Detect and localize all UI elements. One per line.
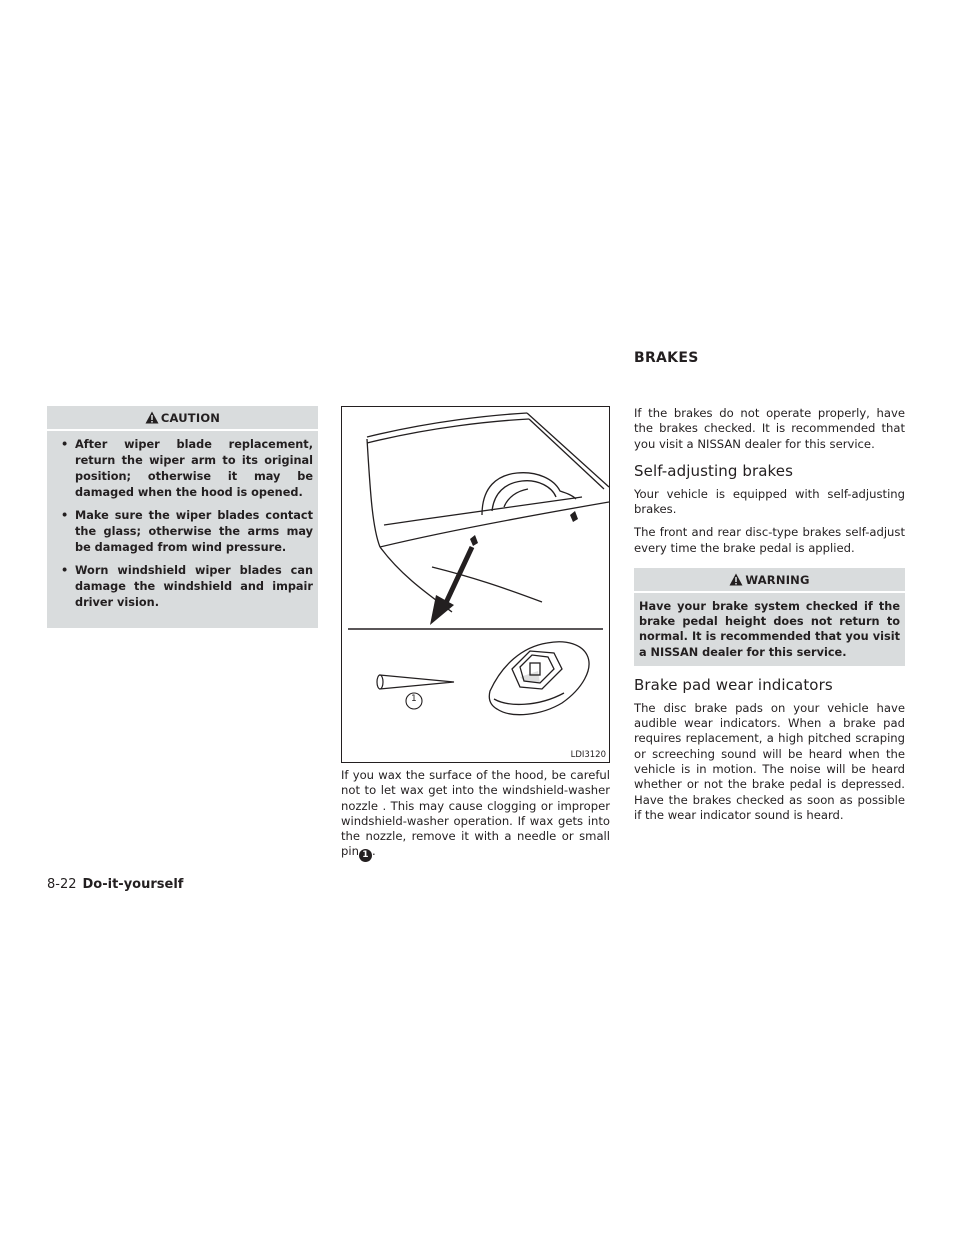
wax-paragraph-block <box>341 768 610 862</box>
figure-code: LDI3120 <box>570 750 606 760</box>
pad-wear-heading: Brake pad wear indicators <box>634 675 833 694</box>
callout-number: 1 <box>411 694 417 704</box>
caution-box <box>47 406 318 628</box>
hood-nozzle-illustration <box>342 407 609 762</box>
warning-box <box>634 568 905 666</box>
pad-wear-text: The disc brake pads on your vehicle have audible wear indicators. When a brake pad requires replacement, a high pitched scraping or screeching sound will be heard when the vehicle is in motion. The noise will be heard whether or not the brake pedal is depressed. Have the brakes checked as soon as possible if the wear indicator sound is heard. <box>634 700 905 822</box>
caution-item: • Worn windshield wiper blades can damage the windshield and impair driver vision. <box>61 563 313 611</box>
hood-nozzle-figure <box>341 406 610 763</box>
self-adjusting-p2: The front and rear disc-type brakes self-adjust every time the brake pedal is applied. <box>634 525 905 555</box>
caution-list <box>47 437 318 611</box>
chapter-title: Do-it-yourself <box>82 877 184 892</box>
callout-badge: 1 <box>359 849 372 862</box>
page-footer <box>47 877 183 892</box>
warning-triangle-icon <box>145 411 159 424</box>
caution-header <box>47 406 318 431</box>
wax-paragraph-end: . <box>371 844 376 859</box>
warning-title: WARNING <box>745 573 810 588</box>
caution-item: • After wiper blade replacement, return the wiper arm to its original position; otherwise it may be damaged when the hood is opened. <box>61 437 313 501</box>
warning-header <box>634 568 905 593</box>
brakes-column <box>634 406 905 823</box>
brakes-intro: If the brakes do not operate properly, have the brakes checked. It is recommended that you visit a NISSAN dealer for this service. <box>634 406 905 451</box>
wax-paragraph-text: If you wax the surface of the hood, be careful not to let wax get into the windshield-washer nozzle . This may cause clogging or improper windshield-washer operation. If wax gets into the nozzle, remove it with a needle or small pin <box>341 768 610 859</box>
caution-title: CAUTION <box>160 411 221 425</box>
self-adjusting-heading: Self-adjusting brakes <box>634 461 794 480</box>
wax-paragraph <box>341 768 610 862</box>
self-adjusting-p1: Your vehicle is equipped with self-adjusting brakes. <box>634 486 905 517</box>
section-title: BRAKES <box>634 350 699 366</box>
warning-triangle-icon <box>729 573 743 586</box>
caution-item: • Make sure the wiper blades contact the glass; otherwise the arms may be damaged from wind pressure. <box>61 508 313 556</box>
page-number: 8-22 <box>47 877 77 892</box>
warning-text: Have your brake system checked if the brake pedal height does not return to normal. It is recommended that you visit a NISSAN dealer for this service. <box>639 600 900 659</box>
